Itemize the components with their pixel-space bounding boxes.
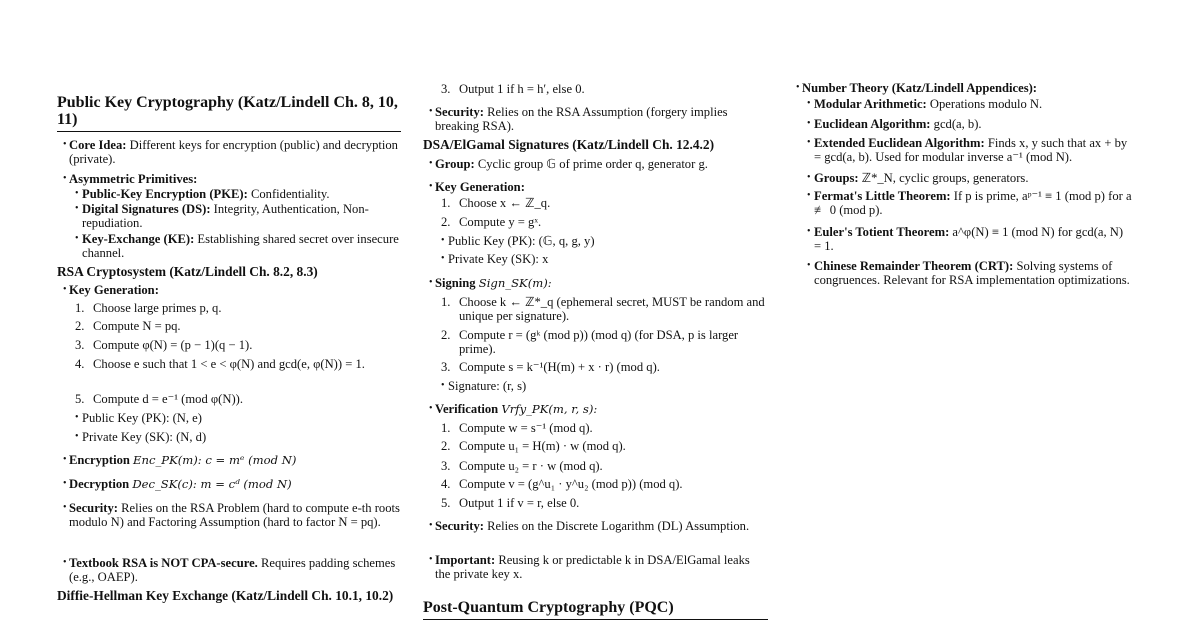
rsa-decryption-item (63, 477, 401, 491)
nt-euler (807, 225, 1132, 253)
dsa-verif-step-5-text: Output 1 if v = r, else 0. (459, 496, 580, 510)
ds-label: Digital Signatures (DS): (82, 202, 211, 216)
dsa-signature (441, 379, 768, 393)
dsa-sk-text: Private Key (SK): x (448, 252, 549, 266)
rsa-step-5: 5. Compute d = e⁻¹ (mod φ(N)). (75, 392, 244, 406)
dsa-public-key (441, 234, 768, 248)
rsa-sig-security-label: Security: (435, 105, 484, 119)
dsa-signing-label: Signing (435, 276, 476, 290)
dsa-sign-step-3-text: Compute s = k⁻¹(H(m) + x · r) (mod q). (459, 360, 660, 374)
rsa-step-2-text: Compute N = pq. (93, 319, 181, 333)
dsa-group-label: Group: (435, 157, 475, 171)
dsa-sign-step-1: 1. Choose k ← ℤ*_q (ephemeral secret, MUST be random and unique per signature). (441, 295, 765, 323)
dsa-signing-formula: Sign_SK(m): (478, 276, 552, 290)
nt-crt-label: Chinese Remainder Theorem (CRT): (814, 259, 1014, 273)
rsa-sk-text: Private Key (SK): (N, d) (82, 430, 207, 444)
ds-text: Integrity, Authentication, Non-repudiation. (82, 202, 369, 230)
dsa-private-key (441, 252, 768, 266)
dsa-group-item (429, 157, 768, 171)
rsa-security-item (63, 501, 401, 529)
rsa-title: RSA Cryptosystem (Katz/Lindell Ch. 8.2, 8.3) (57, 264, 318, 279)
pqc-title: Post-Quantum Cryptography (PQC) (423, 599, 768, 620)
core-idea-item (63, 138, 401, 166)
nt-groups-label: Groups: (814, 171, 859, 185)
rsa-step-1: 1. Choose large primes p, q. (75, 301, 222, 315)
nt-modular-label: Modular Arithmetic: (814, 97, 927, 111)
nt-euclidean-text: gcd(a, b). (930, 117, 982, 131)
pke-text: Confidentiality. (247, 187, 330, 201)
rsa-step-5-text: Compute d = e⁻¹ (mod φ(N)). (93, 392, 244, 406)
nt-crt (807, 259, 1132, 287)
dsa-verif-step-3: 3. Compute u₂ = r · w (mod q). (441, 459, 603, 473)
rsa-keygen-item (63, 283, 401, 297)
rsa-security-label: Security: (69, 501, 118, 515)
dsa-verif-step-4-text: Compute v = (g^u₁ · y^u₂ (mod p)) (mod q). (459, 477, 683, 491)
core-idea-label: Core Idea: (69, 138, 127, 152)
dsa-signing-item (429, 276, 768, 290)
dsa-keygen-item (429, 180, 768, 194)
dsa-pk-text: Public Key (PK): (𝔾, q, g, y) (448, 234, 595, 248)
section-title-public-key: Public Key Cryptography (Katz/Lindell Ch. 8, 10, 11) (57, 94, 401, 132)
dsa-important-item (429, 553, 768, 581)
dsa-keygen-step-2-text: Compute y = gˣ. (459, 215, 542, 229)
nt-modular-text: Operations modulo N. (926, 97, 1043, 111)
dsa-sign-step-2-text: Compute r = (gᵏ (mod p)) (mod q) (for DSA, p is larger prime). (459, 328, 739, 356)
dsa-security-text: Relies on the Discrete Logarithm (DL) Assumption. (487, 519, 750, 533)
rsa-keygen-label: Key Generation: (69, 283, 159, 297)
rsa-step-1-text: Choose large primes p, q. (93, 301, 222, 315)
nt-groups-text: ℤ*_N, cyclic groups, generators. (858, 171, 1029, 185)
dsa-title: DSA/ElGamal Signatures (Katz/Lindell Ch. 12.4.2) (423, 137, 715, 152)
dh-title: Diffie-Hellman Key Exchange (Katz/Lindell Ch. 10.1, 10.2) (57, 588, 394, 603)
dsa-verif-step-2: 2. Compute u₁ = H(m) · w (mod q). (441, 439, 626, 453)
rsa-step-4: 4. Choose e such that 1 < e < φ(N) and gcd(e, φ(N)) = 1. (75, 357, 365, 371)
asym-ds-item (75, 202, 401, 230)
number-theory-item (796, 81, 1132, 95)
pke-label: Public-Key Encryption (PKE): (82, 187, 248, 201)
nt-crt-text: Solving systems of congruences. Relevant for RSA implementation optimizations. (814, 259, 1130, 287)
nt-euclidean-label: Euclidean Algorithm: (814, 117, 931, 131)
rsa-step-2: 2. Compute N = pq. (75, 319, 181, 333)
dsa-sign-step-3: 3. Compute s = k⁻¹(H(m) + x · r) (mod q). (441, 360, 660, 374)
asym-primitives-label: Asymmetric Primitives: (69, 172, 198, 186)
dsa-keygen-step-1: 1. Choose x ← ℤ_q. (441, 196, 551, 210)
dsa-verif-step-5: 5. Output 1 if v = r, else 0. (441, 496, 580, 510)
rsa-dec-formula: Dec_SK(c): m = cᵈ (mod N) (132, 477, 292, 491)
rsa-enc-formula: Enc_PK(m): c = mᵉ (mod N) (133, 453, 297, 467)
nt-euclidean (807, 117, 1132, 131)
rsa-sig-step-3: 3. Output 1 if h = h′, else 0. (441, 82, 585, 96)
asym-ke-item (75, 232, 401, 260)
nt-euler-text: a^φ(N) ≡ 1 (mod N) for gcd(a, N) = 1. (814, 225, 1124, 253)
dsa-important-text: Reusing k or predictable k in DSA/ElGamal leaks the private key x. (435, 553, 750, 581)
number-theory-label: Number Theory (Katz/Lindell Appendices): (802, 81, 1037, 95)
textbook-rsa-text: Requires padding schemes (e.g., OAEP). (69, 556, 396, 584)
dsa-verif-label: Verification (435, 402, 499, 416)
dsa-security-label: Security: (435, 519, 484, 533)
rsa-pk-text: Public Key (PK): (N, e) (82, 411, 202, 425)
dsa-group-text: Cyclic group 𝔾 of prime order q, generator g. (474, 157, 708, 171)
dsa-verif-step-2-text: Compute u₁ = H(m) · w (mod q). (459, 439, 626, 453)
rsa-dec-label: Decryption (69, 477, 130, 491)
dsa-sign-step-1-text: Choose k ← ℤ*_q (ephemeral secret, MUST be random and unique per signature). (459, 295, 765, 323)
rsa-sig-step-3-text: Output 1 if h = h′, else 0. (459, 82, 585, 96)
dsa-verif-step-4: 4. Compute v = (g^u₁ · y^u₂ (mod p)) (mod q). (441, 477, 683, 491)
dsa-verif-step-1: 1. Compute w = s⁻¹ (mod q). (441, 421, 593, 435)
dsa-keygen-label: Key Generation: (435, 180, 525, 194)
rsa-step-3-text: Compute φ(N) = (p − 1)(q − 1). (93, 338, 253, 352)
dsa-verif-step-3-text: Compute u₂ = r · w (mod q). (459, 459, 603, 473)
rsa-step-3: 3. Compute φ(N) = (p − 1)(q − 1). (75, 338, 253, 352)
ke-text: Establishing shared secret over insecure channel. (82, 232, 399, 260)
rsa-enc-label: Encryption (69, 453, 130, 467)
dsa-important-label: Important: (435, 553, 496, 567)
dsa-sign-step-2: 2. Compute r = (gᵏ (mod p)) (mod q) (for DSA, p is larger prime). (441, 328, 739, 356)
rsa-encryption-item (63, 453, 401, 467)
nt-ext-euclid-label: Extended Euclidean Algorithm: (814, 136, 985, 150)
nt-fermat (807, 189, 1132, 217)
dsa-verif-step-1-text: Compute w = s⁻¹ (mod q). (459, 421, 593, 435)
nt-ext-euclid-text: Finds x, y such that ax + by = gcd(a, b). Used for modular inverse a⁻¹ (mod N). (814, 136, 1128, 164)
nt-groups (807, 171, 1132, 185)
rsa-public-key (75, 411, 401, 425)
rsa-security-text: Relies on the RSA Problem (hard to compute e-th roots modulo N) and Factoring Assumption (hard to factor N = pq). (69, 501, 400, 529)
dsa-verif-formula: Vrfy_PK(m, r, s): (501, 402, 598, 416)
asym-pke-item (75, 187, 401, 201)
textbook-rsa-item (63, 556, 401, 584)
ke-label: Key-Exchange (KE): (82, 232, 195, 246)
dsa-security-item (429, 519, 768, 533)
nt-euler-label: Euler's Totient Theorem: (814, 225, 950, 239)
nt-fermat-label: Fermat's Little Theorem: (814, 189, 951, 203)
rsa-private-key (75, 430, 401, 444)
nt-extended-euclidean (807, 136, 1132, 164)
core-idea-text: Different keys for encryption (public) and decryption (private). (69, 138, 398, 166)
rsa-step-4-text: Choose e such that 1 < e < φ(N) and gcd(e, φ(N)) = 1. (93, 357, 365, 371)
asym-primitives-item (63, 172, 401, 186)
nt-fermat-text: If p is prime, aᵖ⁻¹ ≡ 1 (mod p) for a ≢ 0 (mod p). (814, 189, 1132, 217)
nt-modular-arithmetic (807, 97, 1132, 111)
dsa-verification-item (429, 402, 768, 416)
dsa-keygen-step-2: 2. Compute y = gˣ. (441, 215, 542, 229)
dsa-keygen-step-1-text: Choose x ← ℤ_q. (459, 196, 551, 210)
textbook-rsa-label: Textbook RSA is NOT CPA-secure. (69, 556, 258, 570)
rsa-sig-security-item (429, 105, 768, 133)
dsa-signature-text: Signature: (r, s) (448, 379, 527, 393)
rsa-sig-security-text: Relies on the RSA Assumption (forgery implies breaking RSA). (435, 105, 728, 133)
